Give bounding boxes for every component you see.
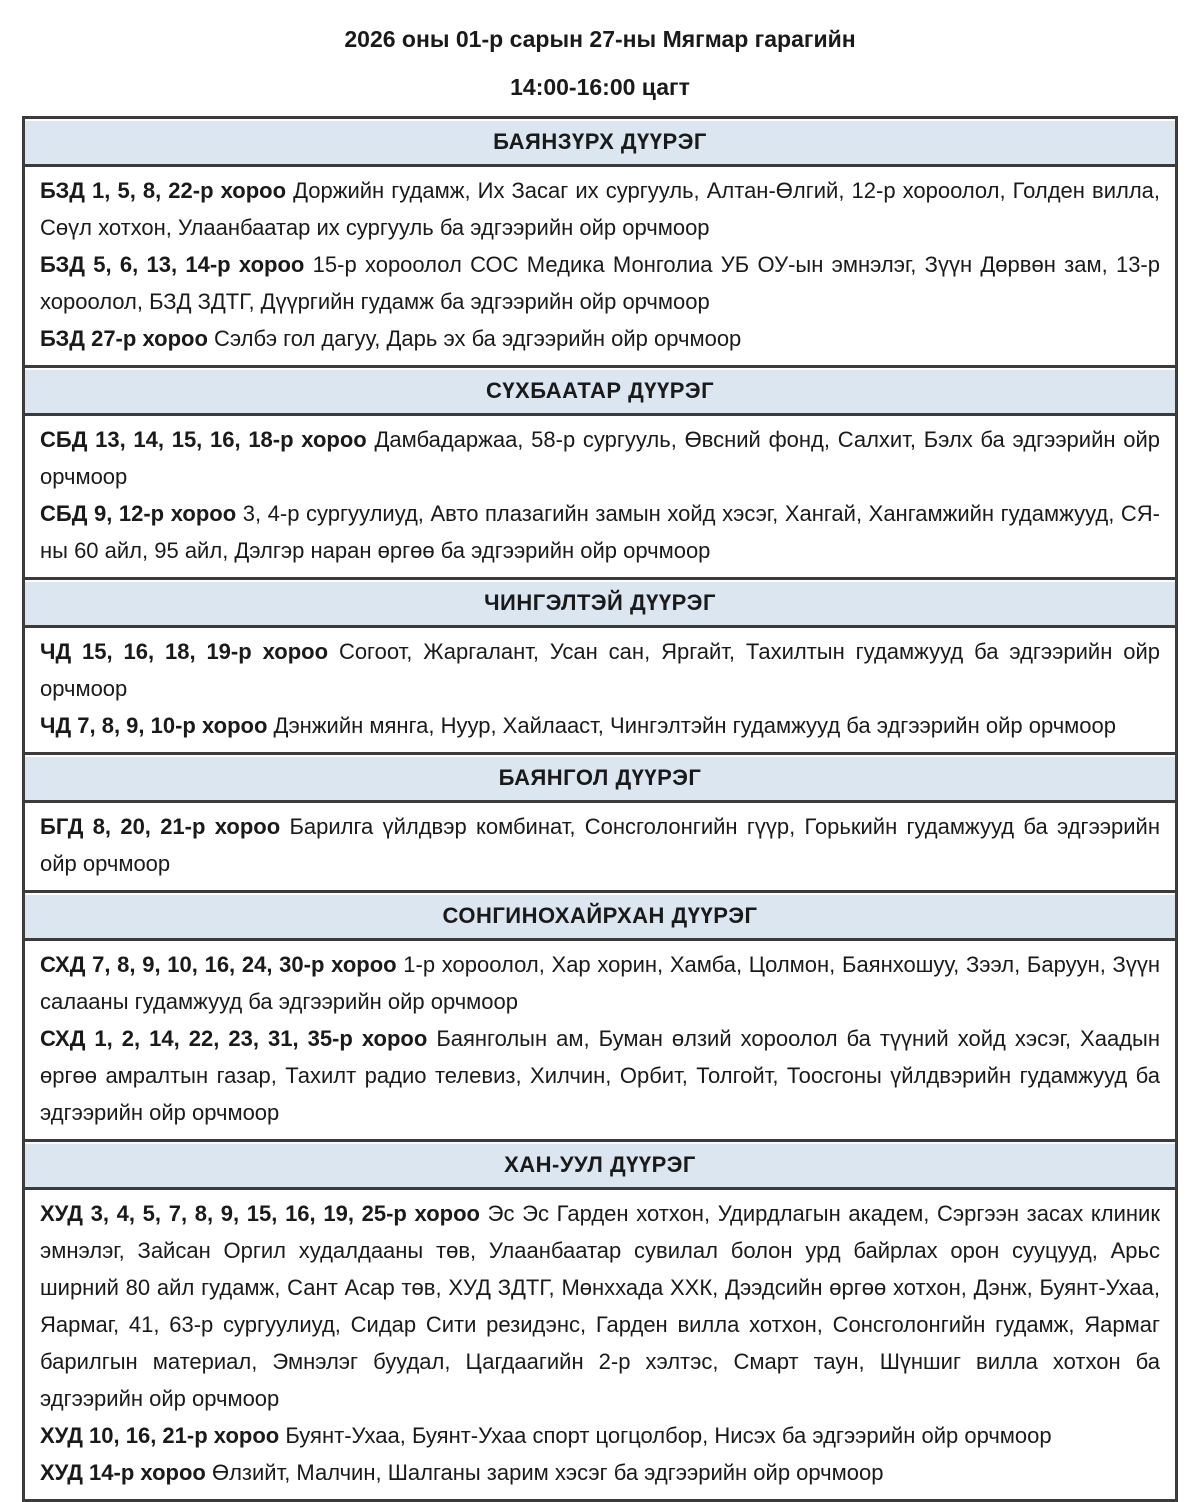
district-rows: [25, 628, 1175, 752]
district-header: ЧИНГЭЛТЭЙ ДҮҮРЭГ: [25, 580, 1175, 628]
khoroo-label: ХУД 14-р хороо: [40, 1460, 206, 1485]
outage-row: [40, 320, 1160, 357]
district-rows: [25, 803, 1175, 890]
district-header: БАЯНГОЛ ДҮҮРЭГ: [25, 755, 1175, 803]
notice-time-line: 14:00-16:00 цагт: [510, 74, 690, 100]
district-section: [25, 577, 1175, 752]
outage-row: [40, 1417, 1160, 1454]
outage-row: [40, 633, 1160, 707]
areas-text: 3, 4-р сургуулиуд, Авто плазагийн замын хойд хэсэг, Хангай, Хангамжийн гудамжууд, СЯ-ны 60 айл, 95 айл, Дэлгэр наран өргөө ба эдгээрийн ойр орчмоор: [40, 501, 1160, 563]
areas-text: 1-р хороолол, Хар хорин, Хамба, Цолмон, Баянхошуу, Зээл, Баруун, Зүүн салааны гудамжууд ба эдгээрийн ойр орчмоор: [40, 952, 1160, 1014]
khoroo-label: СБД 9, 12-р хороо: [40, 501, 237, 526]
outage-row: [40, 707, 1160, 744]
district-section: [25, 119, 1175, 365]
khoroo-label: БЗД 5, 6, 13, 14-р хороо: [40, 252, 305, 277]
areas-text: Өлзийт, Малчин, Шалганы зарим хэсэг ба эдгээрийн ойр орчмоор: [211, 1460, 884, 1485]
notice-title: [0, 0, 1200, 102]
district-rows: [25, 167, 1175, 365]
khoroo-label: ЧД 15, 16, 18, 19-р хороо: [40, 639, 329, 664]
outage-row: [40, 246, 1160, 320]
outage-row: [40, 495, 1160, 569]
areas-text: 15-р хороолол СОС Медика Монголиа УБ ОУ-ын эмнэлэг, Зүүн Дөрвөн зам, 13-р хороолол, БЗД ЗДТГ, Дүүргийн гудамж ба эдгээрийн ойр орчмоор: [40, 252, 1160, 314]
areas-text: Дамбадаржаа, 58-р сургууль, Өвсний фонд, Салхит, Бэлх ба эдгээрийн ойр орчмоор: [40, 427, 1160, 489]
outage-row: [40, 1454, 1160, 1491]
areas-text: Доржийн гудамж, Их Засаг их сургууль, Алтан-Өлгий, 12-р хороолол, Голден вилла, Сөүл хотхон, Улаанбаатар их сургууль ба эдгээрийн ойр орчмоор: [40, 178, 1160, 240]
khoroo-label: СБД 13, 14, 15, 16, 18-р хороо: [40, 427, 367, 452]
district-header: СОНГИНОХАЙРХАН ДҮҮРЭГ: [25, 893, 1175, 941]
khoroo-label: ХУД 10, 16, 21-р хороо: [40, 1423, 280, 1448]
district-header: БАЯНЗҮРХ ДҮҮРЭГ: [25, 119, 1175, 167]
areas-text: Буянт-Ухаа, Буянт-Ухаа спорт цогцолбор, Нисэх ба эдгээрийн ойр орчмоор: [285, 1423, 1052, 1448]
khoroo-label: ХУД 3, 4, 5, 7, 8, 9, 15, 16, 19, 25-р хороо: [40, 1201, 480, 1226]
khoroo-label: СХД 7, 8, 9, 10, 16, 24, 30-р хороо: [40, 952, 397, 977]
district-section: [25, 365, 1175, 577]
districts-table: [22, 116, 1178, 1502]
areas-text: Баянголын ам, Буман өлзий хороолол ба түүний хойд хэсэг, Хаадын өргөө амралтын газар, Тахилт радио телевиз, Хилчин, Орбит, Толгойт, Тоосгоны үйлдвэрийн гудамжууд ба эдгээрийн ойр орчмоор: [40, 1026, 1160, 1125]
khoroo-label: БГД 8, 20, 21-р хороо: [40, 814, 281, 839]
outage-row: [40, 1195, 1160, 1417]
khoroo-label: ЧД 7, 8, 9, 10-р хороо: [40, 713, 268, 738]
outage-row: [40, 946, 1160, 1020]
outage-row: [40, 172, 1160, 246]
notice-date-line: 2026 оны 01-р сарын 27-ны Мягмар гарагийн: [344, 26, 856, 52]
areas-text: Барилга үйлдвэр комбинат, Сонсголонгийн гүүр, Горькийн гудамжууд ба эдгээрийн ойр орчмоор: [40, 814, 1160, 876]
district-section: [25, 752, 1175, 890]
district-rows: [25, 1190, 1175, 1499]
district-section: [25, 890, 1175, 1139]
khoroo-label: БЗД 1, 5, 8, 22-р хороо: [40, 178, 287, 203]
areas-text: Дэнжийн мянга, Нуур, Хайлааст, Чингэлтэйн гудамжууд ба эдгээрийн ойр орчмоор: [273, 713, 1116, 738]
outage-row: [40, 808, 1160, 882]
areas-text: Эс Эс Гарден хотхон, Удирдлагын академ, Сэргээн засах клиник эмнэлэг, Зайсан Оргил худалдааны төв, Улаанбаатар сувилал болон урд байрлах орон сууцууд, Арьс ширний 80 айл гудамж, Сант Асар төв, ХУД ЗДТГ, Мөнххада ХХК, Дээдсийн өргөө хотхон, Дэнж, Буянт-Ухаа, Яармаг, 41, 63-р сургуулиуд, Сидар Сити резидэнс, Гарден вилла хотхон, Сонсголонгийн гудамж, Яармаг барилгын материал, Эмнэлэг буудал, Цагдаагийн 2-р хэлтэс, Смарт таун, Шүншиг вилла хотхон ба эдгээрийн ойр орчмоор: [40, 1201, 1160, 1411]
outage-row: [40, 1020, 1160, 1131]
khoroo-label: СХД 1, 2, 14, 22, 23, 31, 35-р хороо: [40, 1026, 428, 1051]
outage-row: [40, 421, 1160, 495]
khoroo-label: БЗД 27-р хороо: [40, 326, 208, 351]
areas-text: Сэлбэ гол дагуу, Дарь эх ба эдгээрийн ойр орчмоор: [214, 326, 742, 351]
district-header: ХАН-УУЛ ДҮҮРЭГ: [25, 1142, 1175, 1190]
district-rows: [25, 416, 1175, 577]
district-rows: [25, 941, 1175, 1139]
areas-text: Согоот, Жаргалант, Усан сан, Яргайт, Тахилтын гудамжууд ба эдгээрийн ойр орчмоор: [40, 639, 1160, 701]
district-section: [25, 1139, 1175, 1499]
district-header: СҮХБААТАР ДҮҮРЭГ: [25, 368, 1175, 416]
